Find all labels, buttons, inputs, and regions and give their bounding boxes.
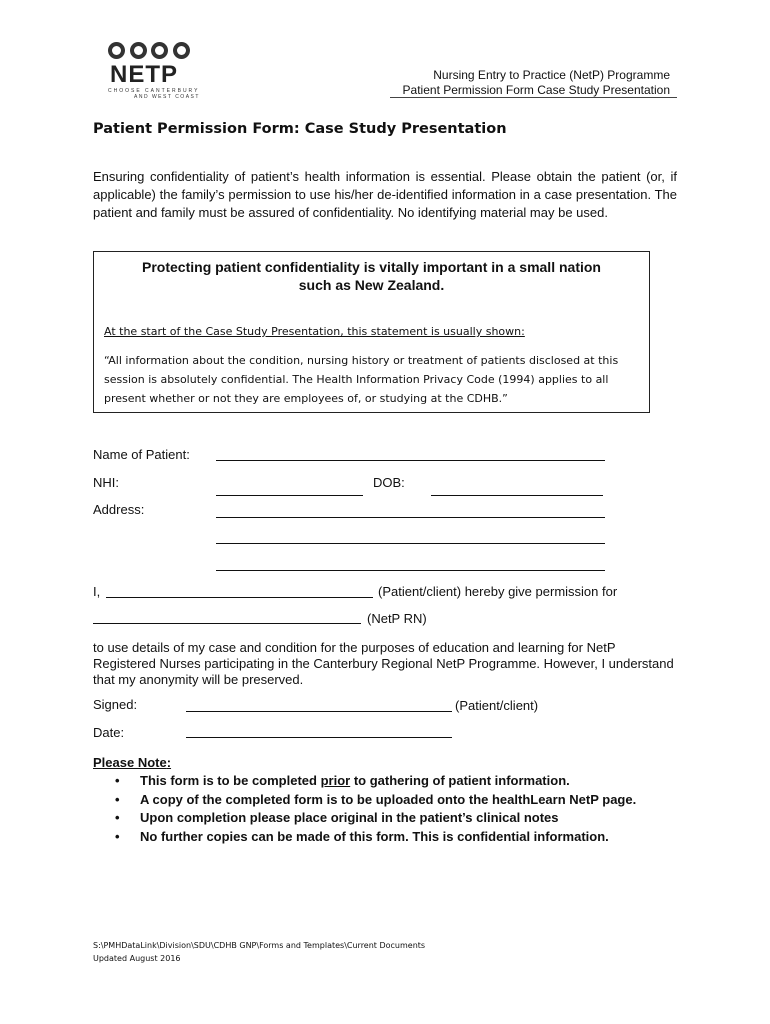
note-title <box>93 755 171 770</box>
nhi-label: NHI: <box>93 475 119 490</box>
header-programme: Nursing Entry to Practice (NetP) Programme <box>433 68 670 82</box>
page-title: Patient Permission Form: Case Study Presentation <box>93 121 507 137</box>
note-bullet-1-pre: This form is to be completed <box>140 773 321 788</box>
header-rule <box>390 97 677 98</box>
logo-wordmark: NETP <box>110 61 179 88</box>
logo-tagline: CHOOSE CANTERBURY <box>108 88 200 94</box>
flower-icon <box>151 42 168 59</box>
note-title-text: Please Note <box>93 755 167 770</box>
permission-text: (Patient/client) hereby give permission for <box>378 584 618 599</box>
leaf-icon <box>108 42 125 59</box>
fern-icon <box>130 42 147 59</box>
name-field[interactable] <box>216 460 605 461</box>
address-field-line1[interactable] <box>216 517 605 518</box>
signed-label: Signed: <box>93 697 138 712</box>
footer-path: S:\PMHDataLink\Division\SDU\CDHB GNP\Forms and Templates\Current Documents <box>93 941 426 950</box>
netp-logo <box>108 42 200 100</box>
box-heading-line2: such as New Zealand. <box>298 277 445 293</box>
address-field-line3[interactable] <box>216 570 605 571</box>
box-heading-line1: Protecting patient confidentiality is vitally important in a small nation <box>142 259 601 275</box>
netp-rn-field[interactable] <box>93 623 361 624</box>
date-label: Date: <box>93 725 125 740</box>
signed-role-label: (Patient/client) <box>455 698 539 713</box>
header-form-name: Patient Permission Form Case Study Presentation <box>402 83 670 97</box>
nhi-field[interactable] <box>216 495 363 496</box>
date-field[interactable] <box>186 737 452 738</box>
tree-icon <box>173 42 190 59</box>
note-list <box>115 772 636 846</box>
note-bullet-1-post: to gathering of patient information. <box>350 773 570 788</box>
logo-icons <box>108 42 190 62</box>
consent-paragraph: to use details of my case and condition for the purposes of education and learning for NetP Registered Nurses participating in the Canterbury Regional NetP Programme. However, I understand that my anonymity will be preserved. <box>93 640 674 687</box>
box-heading <box>94 258 649 294</box>
list-item: • Upon completion please place original in the patient’s clinical notes <box>115 809 636 828</box>
i-label: I, <box>93 584 101 599</box>
signature-field[interactable] <box>186 711 452 712</box>
note-bullet-1-emphasis: prior <box>320 773 351 788</box>
dob-field[interactable] <box>431 495 603 496</box>
box-statement: At the start of the Case Study Presentation, this statement is usually shown: <box>104 325 525 338</box>
netp-rn-label: (NetP RN) <box>367 611 427 626</box>
dob-label: DOB: <box>373 475 405 490</box>
address-field-line2[interactable] <box>216 543 605 544</box>
confidentiality-box <box>93 251 650 413</box>
address-label: Address: <box>93 502 145 517</box>
name-label: Name of Patient: <box>93 447 190 462</box>
intro-paragraph: Ensuring confidentiality of patient’s health information is essential. Please obtain the patient (or, if applicable) the family’s permission to use his/her de-identified information in a case presentation. The patient and family must be assured of confidentiality. No identifying material may be used. <box>93 169 677 220</box>
list-item: • No further copies can be made of this form. This is confidential information. <box>115 828 636 847</box>
patient-client-field[interactable] <box>106 597 373 598</box>
list-item: • A copy of the completed form is to be uploaded onto the healthLearn NetP page. <box>115 791 636 810</box>
footer-updated: Updated August 2016 <box>93 954 181 963</box>
logo-tagline-2: AND WEST COAST <box>134 94 200 100</box>
box-quote: “All information about the condition, nursing history or treatment of patients disclosed at this session is absolutely confidential. The Health Information Privacy Code (1994) applies to all present whether or not they are employees of, or studying at the CDHB.” <box>104 354 619 405</box>
list-item <box>115 772 636 791</box>
note-title-colon: : <box>166 755 172 770</box>
